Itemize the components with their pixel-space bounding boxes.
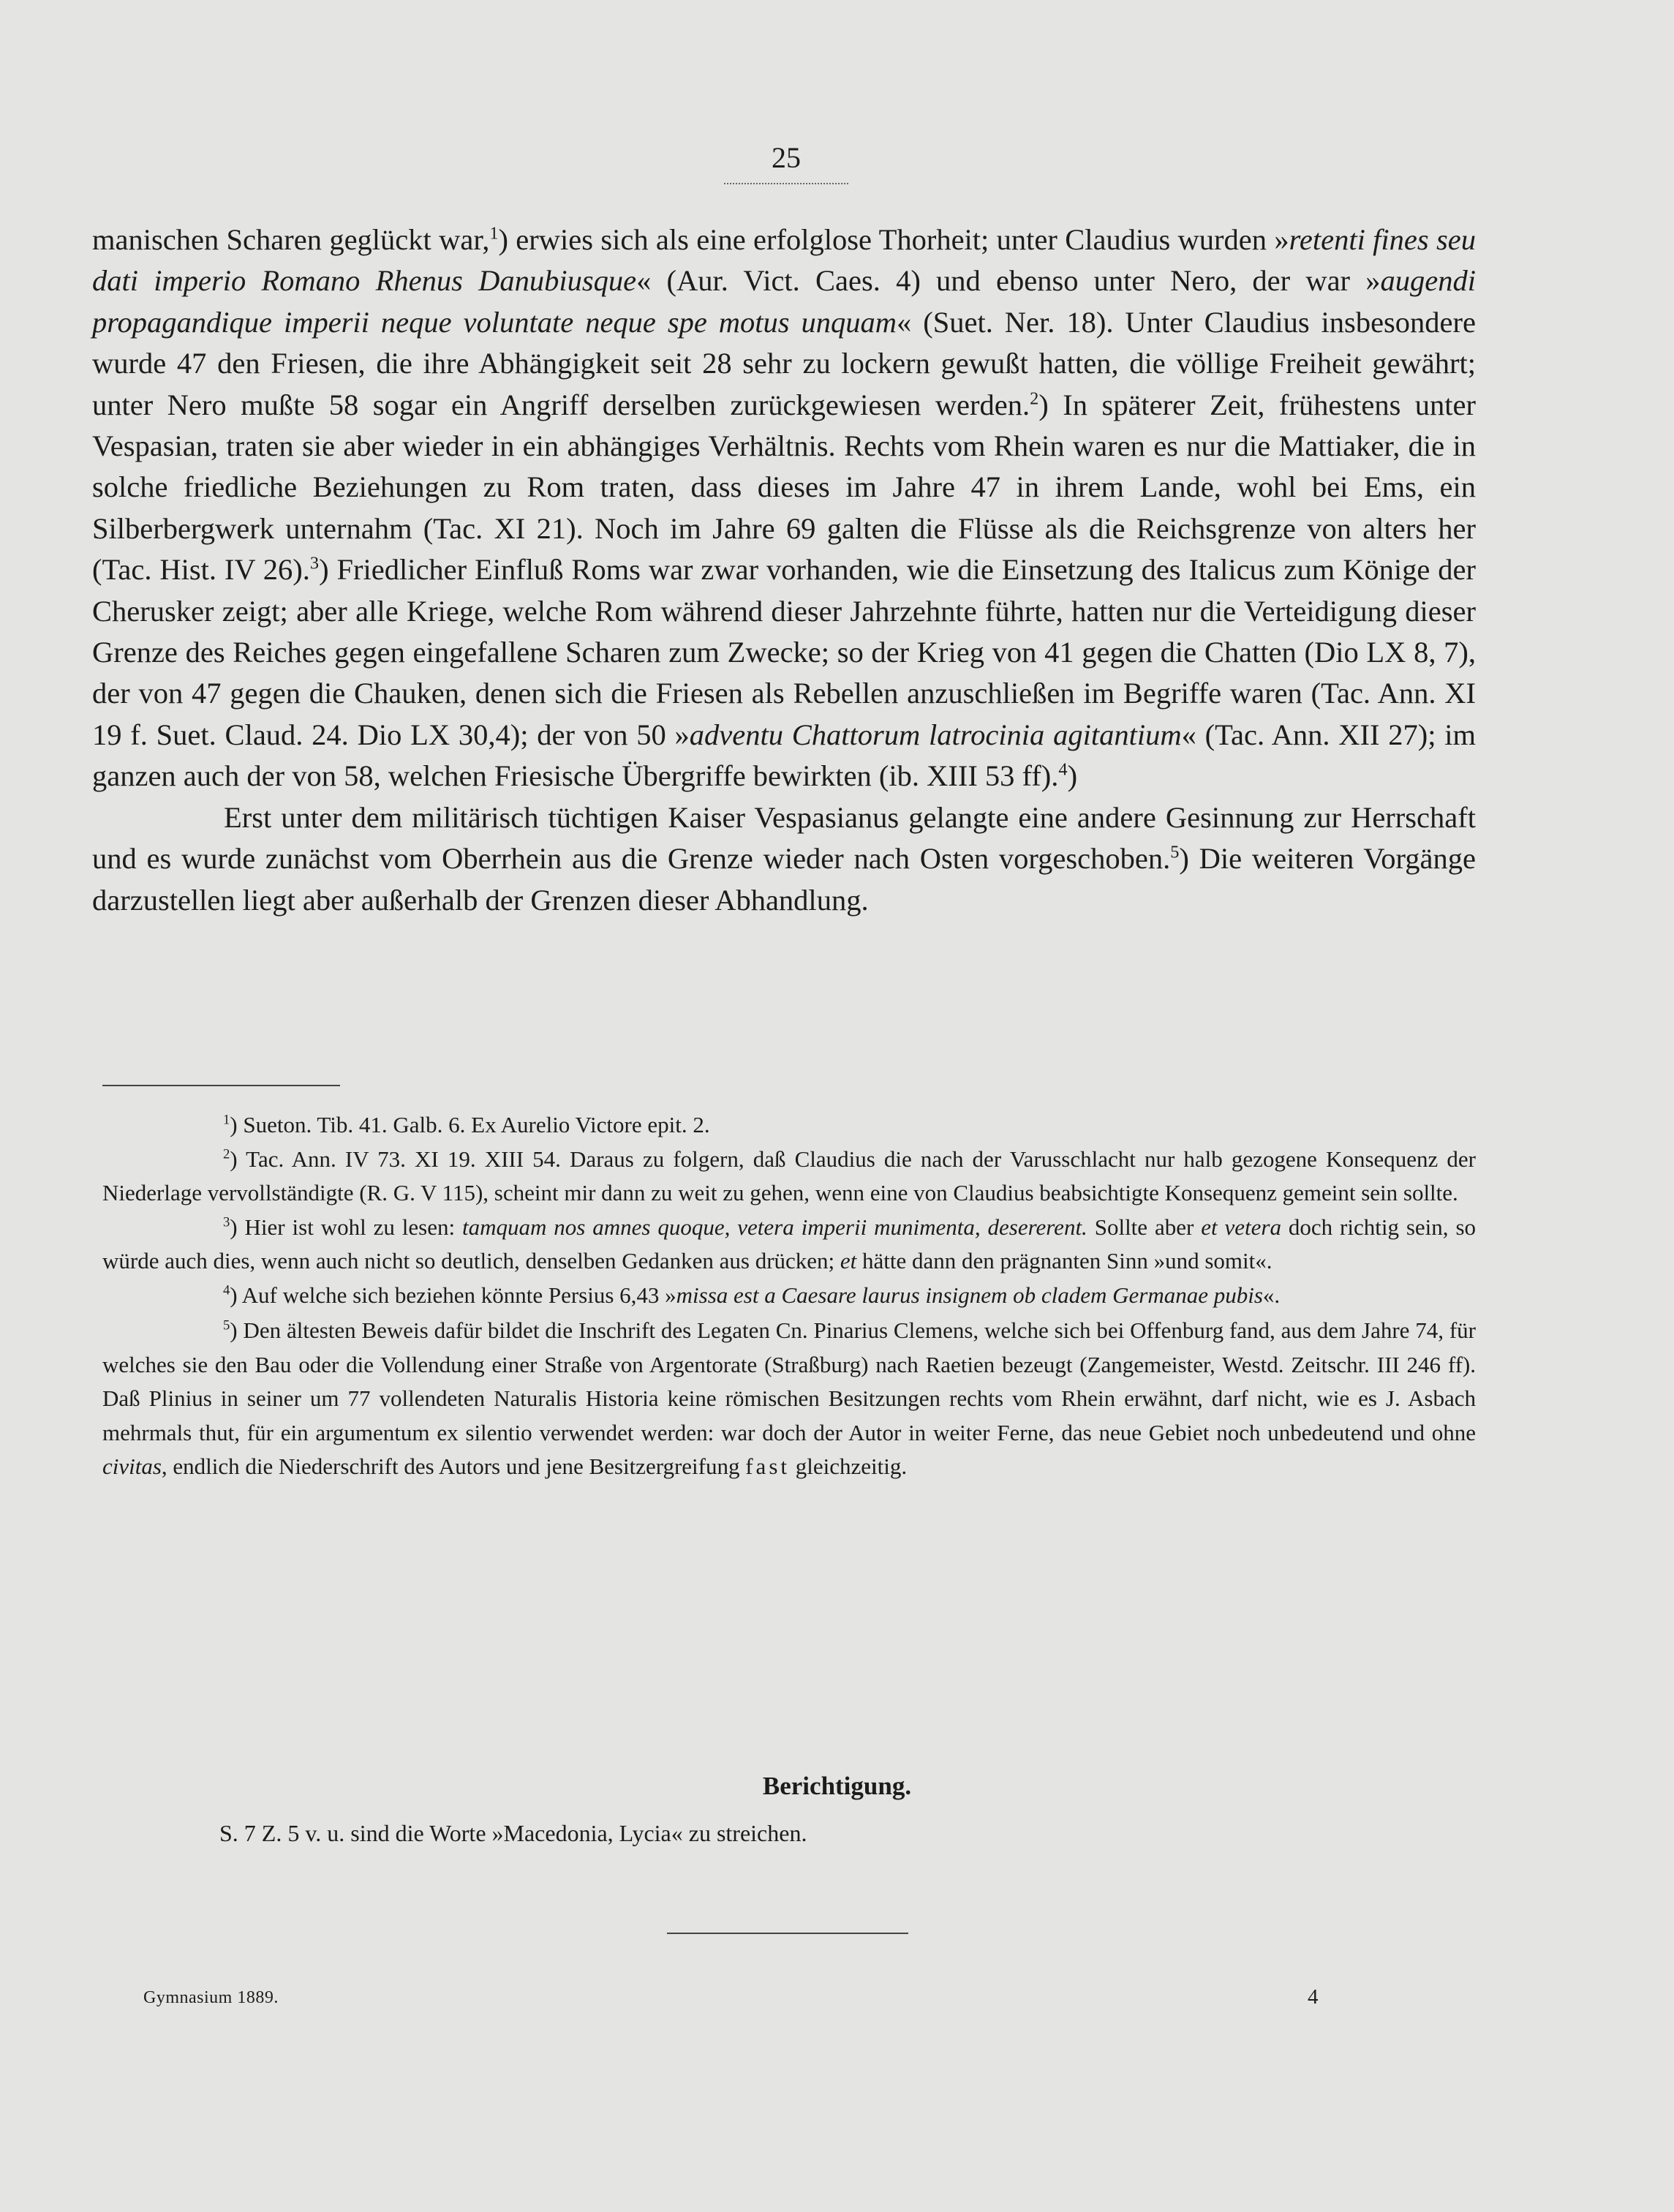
- footnote-ref: 1: [489, 223, 499, 244]
- italic-text: retenti fines seu dati imperio Romano Rhenus Danubiusque: [92, 223, 1476, 298]
- text-run: Sollte aber: [1087, 1214, 1202, 1240]
- italic-text: et vetera: [1201, 1214, 1281, 1240]
- text-run: ) In späterer Zeit, frühestens unter Vespasian, traten sie aber wieder in ein abhängiges Verhältnis. Rechts vom Rhein waren es nur die Mattiaker, die in solche friedliche Beziehungen zu Rom traten, dass dieses im Jahre 47 in ihrem Lande, wohl bei Ems, ein Silberbergwerk unternahm (Tac. XI 21). Noch im Jahre 69 galten die Flüsse als die Reichsgrenze von alters her (Tac. Hist. IV 26).: [92, 388, 1477, 587]
- paragraph-1: [92, 219, 1476, 797]
- italic-text: tamquam nos amnes quoque, vetera imperii munimenta, desererent.: [462, 1214, 1087, 1240]
- footnote-ref: 5: [223, 1317, 230, 1333]
- footnote-ref: 5: [1170, 842, 1180, 862]
- text-run: ) Die weiteren Vorgänge darzustellen liegt aber außerhalb der Grenzen dieser Abhandlung.: [92, 842, 1477, 917]
- errata-heading: Berichtigung.: [762, 1772, 912, 1800]
- text-run: « (Tac. Ann. XII 27); im ganzen auch der von 58, welchen Friesische Übergriffe bewirkten (ib. XIII 53 ff).: [92, 718, 1477, 793]
- italic-text: civitas: [102, 1453, 162, 1479]
- sheet-number: 4: [1308, 1985, 1319, 2009]
- text-run: « (Suet. Ner. 18). Unter Claudius insbesondere wurde 47 den Friesen, die ihre Abhängigkeit seit 28 sehr zu lockern gewußt hatten, die völlige Freiheit gewährt; unter Nero mußte 58 sogar ein Angriff derselben zurückgewiesen werden.: [92, 305, 1476, 421]
- text-run: ) Friedlicher Einfluß Roms war zwar vorhanden, wie die Einsetzung des Italicus zum Könige der Cherusker zeigt; aber alle Kriege, welche Rom während dieser Jahrzehnte führte, hatten nur die Verteidigung dieser Grenze des Reiches gegen eingefallene Scharen zum Zwecke; so der Krieg von 41 gegen die Chatten (Dio LX 8, 7), der von 47 gegen die Chauken, denen sich die Friesen als Rebellen anzuschließen im Begriffe waren (Tac. Ann. XI 19 f. Suet. Claud. 24. Dio LX 30,4); der von 50 »: [92, 553, 1477, 751]
- italic-text: augendi propagandique imperii neque voluntate neque spe motus unquam: [92, 264, 1476, 339]
- italic-text: et: [840, 1248, 857, 1274]
- text-run: gleichzeitig.: [790, 1453, 908, 1479]
- footnote-ref: 2: [223, 1146, 230, 1162]
- text-run: ) erwies sich als eine erfolglose Thorheit; unter Claudius wurden »: [498, 223, 1289, 256]
- footnote-5: [102, 1314, 1476, 1484]
- text-run: ) Tac. Ann. IV 73. XI 19. XIII 54. Daraus zu folgern, daß Claudius die nach der Varusschlacht nur halb gezogene Konsequenz der Niederlage vervollständigte (R. G. V 115), scheint mir dann zu weit zu gehen, wenn eine von Claudius beabsichtigte Konsequenz gemeint sein sollte.: [102, 1146, 1476, 1205]
- text-run: doch richtig sein, so würde auch dies, wenn auch nicht so deutlich, denselben Gedanken aus drücken;: [102, 1214, 1477, 1274]
- footnote-1: [102, 1108, 1476, 1143]
- footnote-ref: 3: [223, 1214, 230, 1230]
- paragraph-2: [92, 797, 1476, 921]
- text-run: « (Aur. Vict. Caes. 4) und ebenso unter Nero, der war »: [636, 264, 1381, 298]
- text-run: ) Sueton. Tib. 41. Galb. 6. Ex Aurelio Victore epit. 2.: [230, 1112, 710, 1137]
- text-run: ) Den ältesten Beweis dafür bildet die Inschrift des Legaten Cn. Pinarius Clemens, welche sich bei Offenburg fand, aus dem Jahre 74, für welches sie den Bau oder die Vollendung einer Straße von Argentorate (Straßburg) nach Raetien bezeugt (Zangemeister, Westd. Zeitschr. III 246 ff). Daß Plinius in seiner um 77 vollendeten Naturalis Historia keine römischen Besitzungen rechts vom Rhein erwähnt, darf nicht, wie es J. Asbach mehrmals thut, für ein argumentum ex silentio verwendet werden: war doch der Autor in weiter Ferne, das neue Gebiet noch unbedeutend und ohne: [102, 1317, 1476, 1445]
- sheet-signature: Gymnasium 1889.: [143, 1988, 279, 2007]
- footnote-4: [102, 1279, 1476, 1313]
- italic-text: adventu Chattorum latrocinia agitantium: [689, 718, 1182, 751]
- text-run: hätte dann den prägnanten Sinn »und somit«.: [856, 1248, 1273, 1274]
- page-number: 25: [772, 141, 801, 174]
- main-text: [92, 219, 1476, 921]
- spaced-text: fast: [745, 1453, 790, 1479]
- footnote-ref: 3: [309, 553, 320, 573]
- footnote-ref: 4: [223, 1282, 230, 1298]
- footnote-divider: [102, 1085, 340, 1086]
- text-run: «.: [1262, 1282, 1281, 1308]
- italic-text: missa est a Caesare laurus insignem ob cladem Germanae pubis: [676, 1282, 1263, 1308]
- footnote-ref: 2: [1030, 388, 1039, 409]
- text-run: manischen Scharen geglückt war,: [92, 223, 490, 256]
- footnote-3: [102, 1211, 1476, 1279]
- end-rule: [667, 1933, 908, 1934]
- text-run: ): [1067, 759, 1078, 793]
- errata-line: S. 7 Z. 5 v. u. sind die Worte »Macedonia, Lycia« zu streichen.: [219, 1820, 807, 1846]
- text-run: ) Auf welche sich beziehen könnte Persius 6,43 »: [230, 1282, 676, 1308]
- footnote-ref: 4: [1058, 759, 1068, 780]
- footnote-2: [102, 1143, 1476, 1211]
- footnote-ref: 1: [223, 1112, 230, 1128]
- header-ornament-rule: [724, 183, 848, 184]
- footnotes: [102, 1108, 1476, 1484]
- text-run: , endlich die Niederschrift des Autors und jene Besitzergreifung: [161, 1453, 746, 1479]
- text-run: Erst unter dem militärisch tüchtigen Kaiser Vespasianus gelangte eine andere Gesinnung zur Herrschaft und es wurde zunächst vom Oberrhein aus die Grenze wieder nach Osten vorgeschoben.: [92, 800, 1476, 876]
- text-run: ) Hier ist wohl zu lesen:: [230, 1214, 462, 1240]
